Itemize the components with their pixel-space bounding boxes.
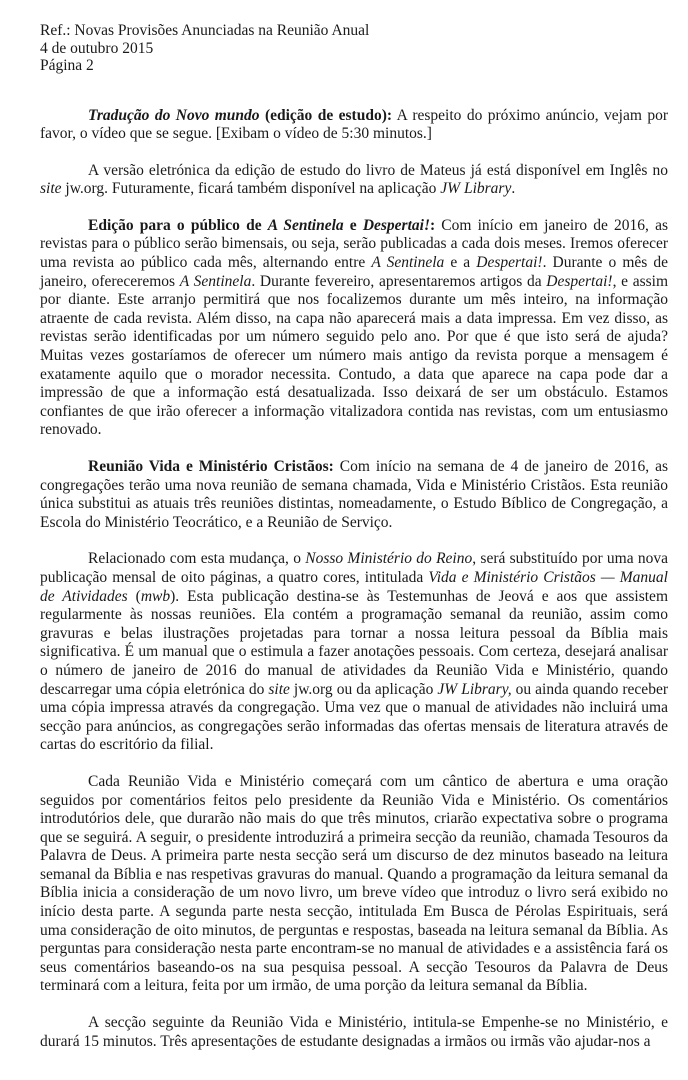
paragraph-text-run: A Sentinela <box>267 216 344 234</box>
paragraph-text-run: Edição para o público de <box>88 216 268 234</box>
paragraph-text-run: mwb <box>140 587 171 605</box>
paragraph-text-run: site <box>40 180 62 198</box>
paragraph-text-run: . Durante o mês de janeiro, ofereceremos <box>40 254 668 290</box>
letter-body <box>40 107 668 1052</box>
paragraph-edicao-publico <box>40 217 668 440</box>
paragraph-text-run: jw.org. Futuramente, ficará também disponível na aplicação <box>61 180 441 198</box>
paragraph-text-run: Tradução do Novo mundo <box>88 106 260 124</box>
paragraph-text-run: JW Library <box>440 180 512 198</box>
paragraph-text-run: Cada Reunião Vida e Ministério começará com um cântico de abertura e uma oração seguidos por comentários feitos pelo presidente da Reunião Vida e Ministério. Os comentários introdutórios dele, que durarão não mais do que três minutos, criarão expectativa sobre o programa que se seguirá. A seguir, o presidente introduzirá a primeira secção da reunião, chamada Tesouros da Palavra de Deus. A primeira parte nesta secção será um discurso de dez minutos baseado na leitura semanal da Bíblia e nas respetivas gravuras do manual. Quando a programação da leitura semanal da Bíblia inicia a consideração de um novo livro, um breve vídeo que introduz o livro será exibido no início desta parte. A segunda parte nesta secção, intitulada Em Busca de Pérolas Espirituais, será uma consideração de oito minutos, de perguntas e respostas, baseada na leitura semanal da Bíblia. As perguntas para consideração nesta parte encontram-se no manual de atividades e a assistência fará os seus comentários baseando-os na sua pesquisa pessoal. A secção Tesouros da Palavra de Deus terminará com a leitura, feita por um irmão, de uma porção da leitura semanal da Bíblia. <box>40 772 668 995</box>
paragraph-text-run: jw.org ou da aplicação <box>289 680 438 698</box>
paragraph-text-run: Com início em janeiro de 2016, as revistas para o público serão bimensais, ou seja, serão publicadas a cada dois meses. Iremos oferecer uma revista ao público cada mês, alternando entre <box>40 216 668 272</box>
paragraph-text-run: JW Library, <box>437 680 512 698</box>
paragraph-text-run: e <box>343 216 363 234</box>
paragraph-text-run: A secção seguinte da Reunião Vida e Ministério, intitula-se Empenhe-se no Ministério, e durará 15 minutos. Três apresentações de estudante designadas a irmãos ou irmãs vão ajudar-nos a <box>40 1014 668 1050</box>
paragraph-text-run: . <box>511 180 516 198</box>
paragraph-text-run: ( <box>127 587 141 605</box>
paragraph-text-run: e a <box>444 254 477 272</box>
reference-line: Ref.: Novas Provisões Anunciadas na Reunião Anual <box>40 22 370 39</box>
paragraph-traducao <box>40 107 668 144</box>
paragraph-text-run: , e assim por diante. Este arranjo permitirá que nos focalizemos durante um mês inteiro, na informação atraente de cada revista. Além disso, na capa não aparecerá mais a data impressa. Em vez disso, as revistas serão identificadas por um número seguido pelo ano. Por que é que isto será de ajuda? Muitas vezes gostaríamos de oferecer um número mais antigo da revista porque a mensagem é exatamente aquilo que o morador necessita. Contudo, a data que aparece na capa pode dar a impressão de que a informação está desatualizada. Isso deixará de ser um obstáculo. Estamos confiantes de que irão oferecer a informação vitalizadora contida nas revistas, com um entusiasmo renovado. <box>40 272 668 439</box>
paragraph-text-run: Com início na semana de 4 de janeiro de 2016, as congregações terão uma nova reunião de semana chamada, Vida e Ministério Cristãos. Esta reunião única substitui as atuais três reuniões distintas, nomeadamente, o Estudo Bíblico de Congregação, a Escola do Ministério Teocrático, e a Reunião de Serviço. <box>40 458 668 531</box>
paragraph-text-run: A Sentinela <box>371 254 445 272</box>
paragraph-text-run: Vida e Ministério Cristãos — Manual de Atividades <box>40 568 668 605</box>
paragraph-text-run: , será substituído por uma nova publicação mensal de oito páginas, a quatro cores, intitulada <box>40 550 669 586</box>
paragraph-text-run: A respeito do próximo anúncio, vejam por favor, o vídeo que se segue. [Exibam o vídeo de 5:30 minutos.] <box>40 106 668 143</box>
paragraph-text-run: (edição de estudo): <box>259 106 393 124</box>
paragraph-versao-eletronica <box>40 162 668 199</box>
paragraph-reuniao-vida <box>40 458 668 532</box>
paragraph-seccao-seguinte <box>40 1014 668 1051</box>
page-number: Página 2 <box>40 57 94 74</box>
paragraph-relacionado <box>40 550 668 755</box>
paragraph-cada-reuniao <box>40 773 668 996</box>
letter-date: 4 de outubro 2015 <box>40 39 154 57</box>
paragraph-text-run: Despertai! <box>362 216 430 234</box>
paragraph-text-run: ou ainda quando receber uma cópia impressa através da congregação. Uma vez que o manual de atividades não incluirá uma secção para anúncios, as congregações serão informadas das ofertas mensais de literatura através de cartas do escritório da filial. <box>40 680 668 754</box>
paragraph-text-run: A Sentinela <box>179 272 252 290</box>
paragraph-text-run: site <box>268 680 290 698</box>
paragraph-text-run: Reunião Vida e Ministério Cristãos: <box>88 458 334 475</box>
paragraph-text-run: ). Esta publicação destina-se às Testemunhas de Jeová e aos que assistem regularmente às nossas reuniões. Ela contém a programação semanal da reunião, assim como gravuras e belas ilustrações projetadas para tornar a nossa leitura pessoal da Bíblia mais significativa. É um manual que o estimula a fazer anotações pessoais. Com certeza, desejará analisar o número de janeiro de 2016 do manual de atividades da Reunião Vida e Ministério, quando descarregar uma cópia eletrónica do <box>40 587 668 698</box>
paragraph-text-run: A versão eletrónica da edição de estudo do livro de Mateus já está disponível em Inglês no <box>88 161 668 179</box>
letter-header <box>40 22 668 75</box>
paragraph-text-run: Despertai! <box>476 254 543 272</box>
paragraph-text-run: Relacionado com esta mudança, o <box>88 550 306 568</box>
paragraph-text-run: : <box>429 216 436 234</box>
paragraph-text-run: Despertai! <box>546 272 613 290</box>
paragraph-text-run: . Durante fevereiro, apresentaremos artigos da <box>251 272 547 290</box>
paragraph-text-run: Nosso Ministério do Reino <box>305 550 473 568</box>
